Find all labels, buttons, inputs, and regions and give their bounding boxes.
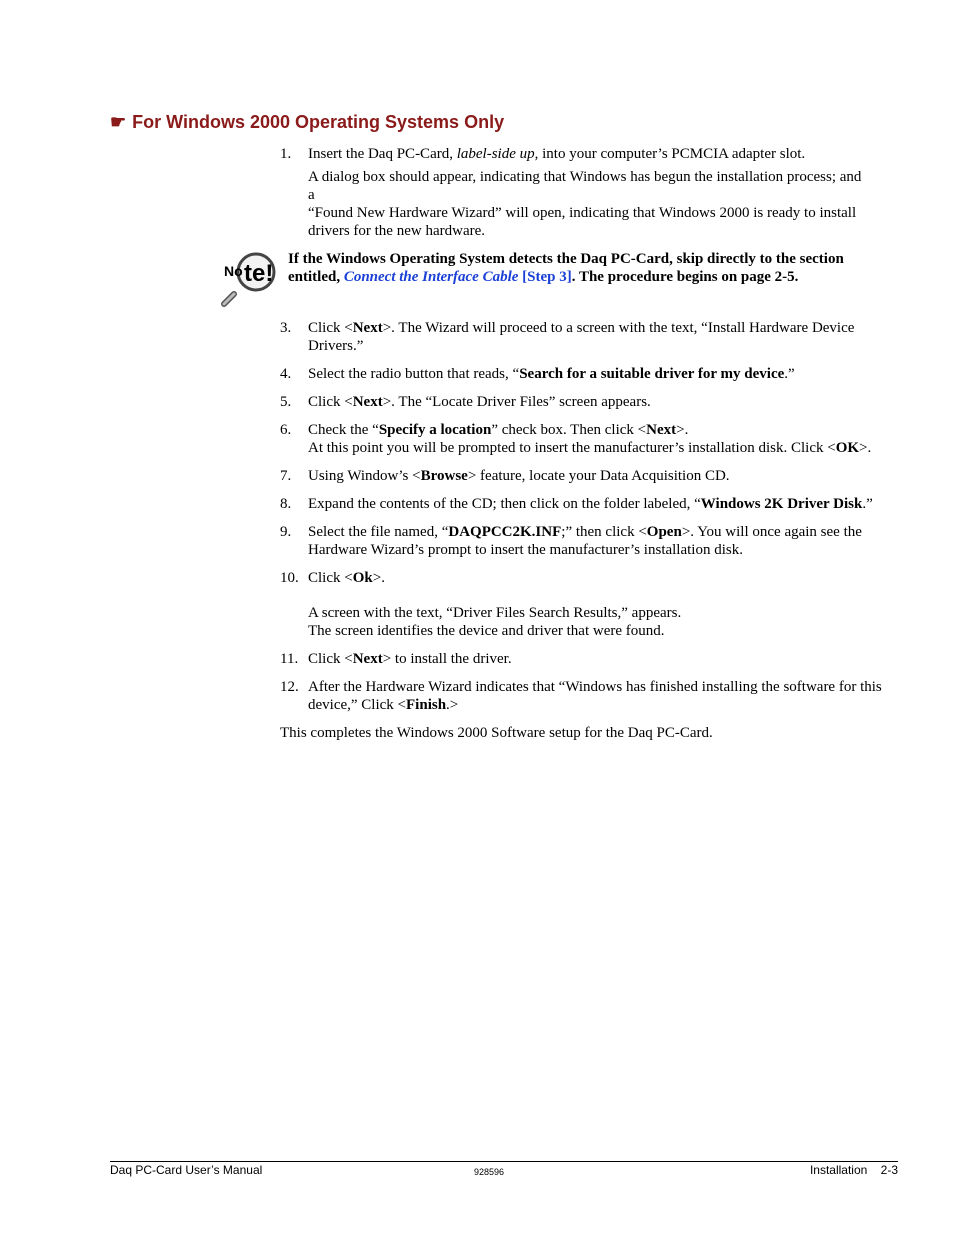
instructions-body [224, 145, 895, 757]
closing-paragraph: This completes the Windows 2000 Software setup for the Daq PC-Card. [280, 725, 713, 741]
footer-document-number: 928596 [474, 1167, 505, 1177]
step-number: 11. [280, 651, 299, 667]
step-text: Insert the Daq PC-Card, label-side up, into your computer’s PCMCIA adapter slot. [308, 146, 806, 162]
step-11 [280, 650, 895, 668]
step-8 [280, 495, 895, 513]
step-text: Using Window’s <Browse> feature, locate your Data Acquisition CD. [308, 468, 730, 484]
step-number: 10. [280, 570, 299, 586]
step-text: Click <Next>. The “Locate Driver Files” screen appears. [308, 394, 651, 410]
step-text: Click <Next>. The Wizard will proceed to a screen with the text, “Install Hardware Device Drivers.” [308, 320, 855, 354]
step-3 [280, 319, 895, 355]
step-text: Click <Next> to install the driver. [308, 651, 512, 667]
step-text: Select the file named, “DAQPCC2K.INF;” then click <Open>. You will once again see the Hardware Wizard’s prompt to insert the manufacturer’s installation disk. [308, 524, 862, 558]
step-number: 9. [280, 524, 292, 540]
step-text: Check the “Specify a location” check box. Then click <Next>. At this point you will be prompted to insert the manufacturer’s installation disk. Click <OK>. [308, 422, 872, 456]
svg-text:te!: te! [244, 260, 274, 287]
step-10 [280, 569, 895, 640]
step-text: Select the radio button that reads, “Search for a suitable driver for my device.” [308, 366, 795, 382]
note-magnifier-icon [220, 250, 282, 308]
step-number: 4. [280, 366, 292, 382]
step-9 [280, 523, 895, 559]
step-text: After the Hardware Wizard indicates that “Windows has finished installing the software for this device,” Click <Finish.> [308, 679, 882, 713]
interface-cable-link[interactable]: Connect the Interface Cable [343, 269, 519, 285]
note-text: If the Windows Operating System detects the Daq PC-Card, skip directly to the section entitled, Connect the Interface Cable [Step 3]. The procedure begins on page 2-5. [288, 251, 844, 285]
step-text: Expand the contents of the CD; then click on the folder labeled, “Windows 2K Driver Disk.” [308, 496, 873, 512]
note-callout [220, 250, 895, 306]
section-heading-text: For Windows 2000 Operating Systems Only [132, 112, 505, 132]
step-number: 7. [280, 468, 292, 484]
step-number: 1. [280, 146, 292, 162]
step-text: Click <Ok>. [308, 570, 385, 586]
step-detail: A screen with the text, “Driver Files Search Results,” appears. The screen identifies the device and driver that were found. [308, 605, 682, 639]
step-number: 6. [280, 422, 292, 438]
step-7 [280, 467, 895, 485]
step-number: 12. [280, 679, 299, 695]
step-number: 8. [280, 496, 292, 512]
step-number: 5. [280, 394, 292, 410]
footer-manual-title: Daq PC-Card User’s Manual [110, 1163, 263, 1177]
step-number: 3. [280, 320, 292, 336]
svg-text:No: No [224, 263, 243, 279]
step-reference[interactable]: [Step 3] [522, 269, 572, 285]
hand-pointing-icon: ☛ [110, 112, 127, 132]
emphasis: label-side up [456, 146, 535, 162]
section-heading [110, 112, 504, 133]
step-6 [280, 421, 895, 457]
footer-divider [110, 1161, 898, 1162]
step-detail: A dialog box should appear, indicating that Windows has begun the installation process; and a “Found New Hardware Wizard” will open, indicating that Windows 2000 is ready to install drivers for the new hardware. [308, 169, 862, 239]
step-4 [280, 365, 895, 383]
step-12 [280, 678, 895, 714]
footer-page-number: Installation 2-3 [809, 1163, 898, 1177]
step-5 [280, 393, 895, 411]
step-1 [280, 145, 895, 240]
